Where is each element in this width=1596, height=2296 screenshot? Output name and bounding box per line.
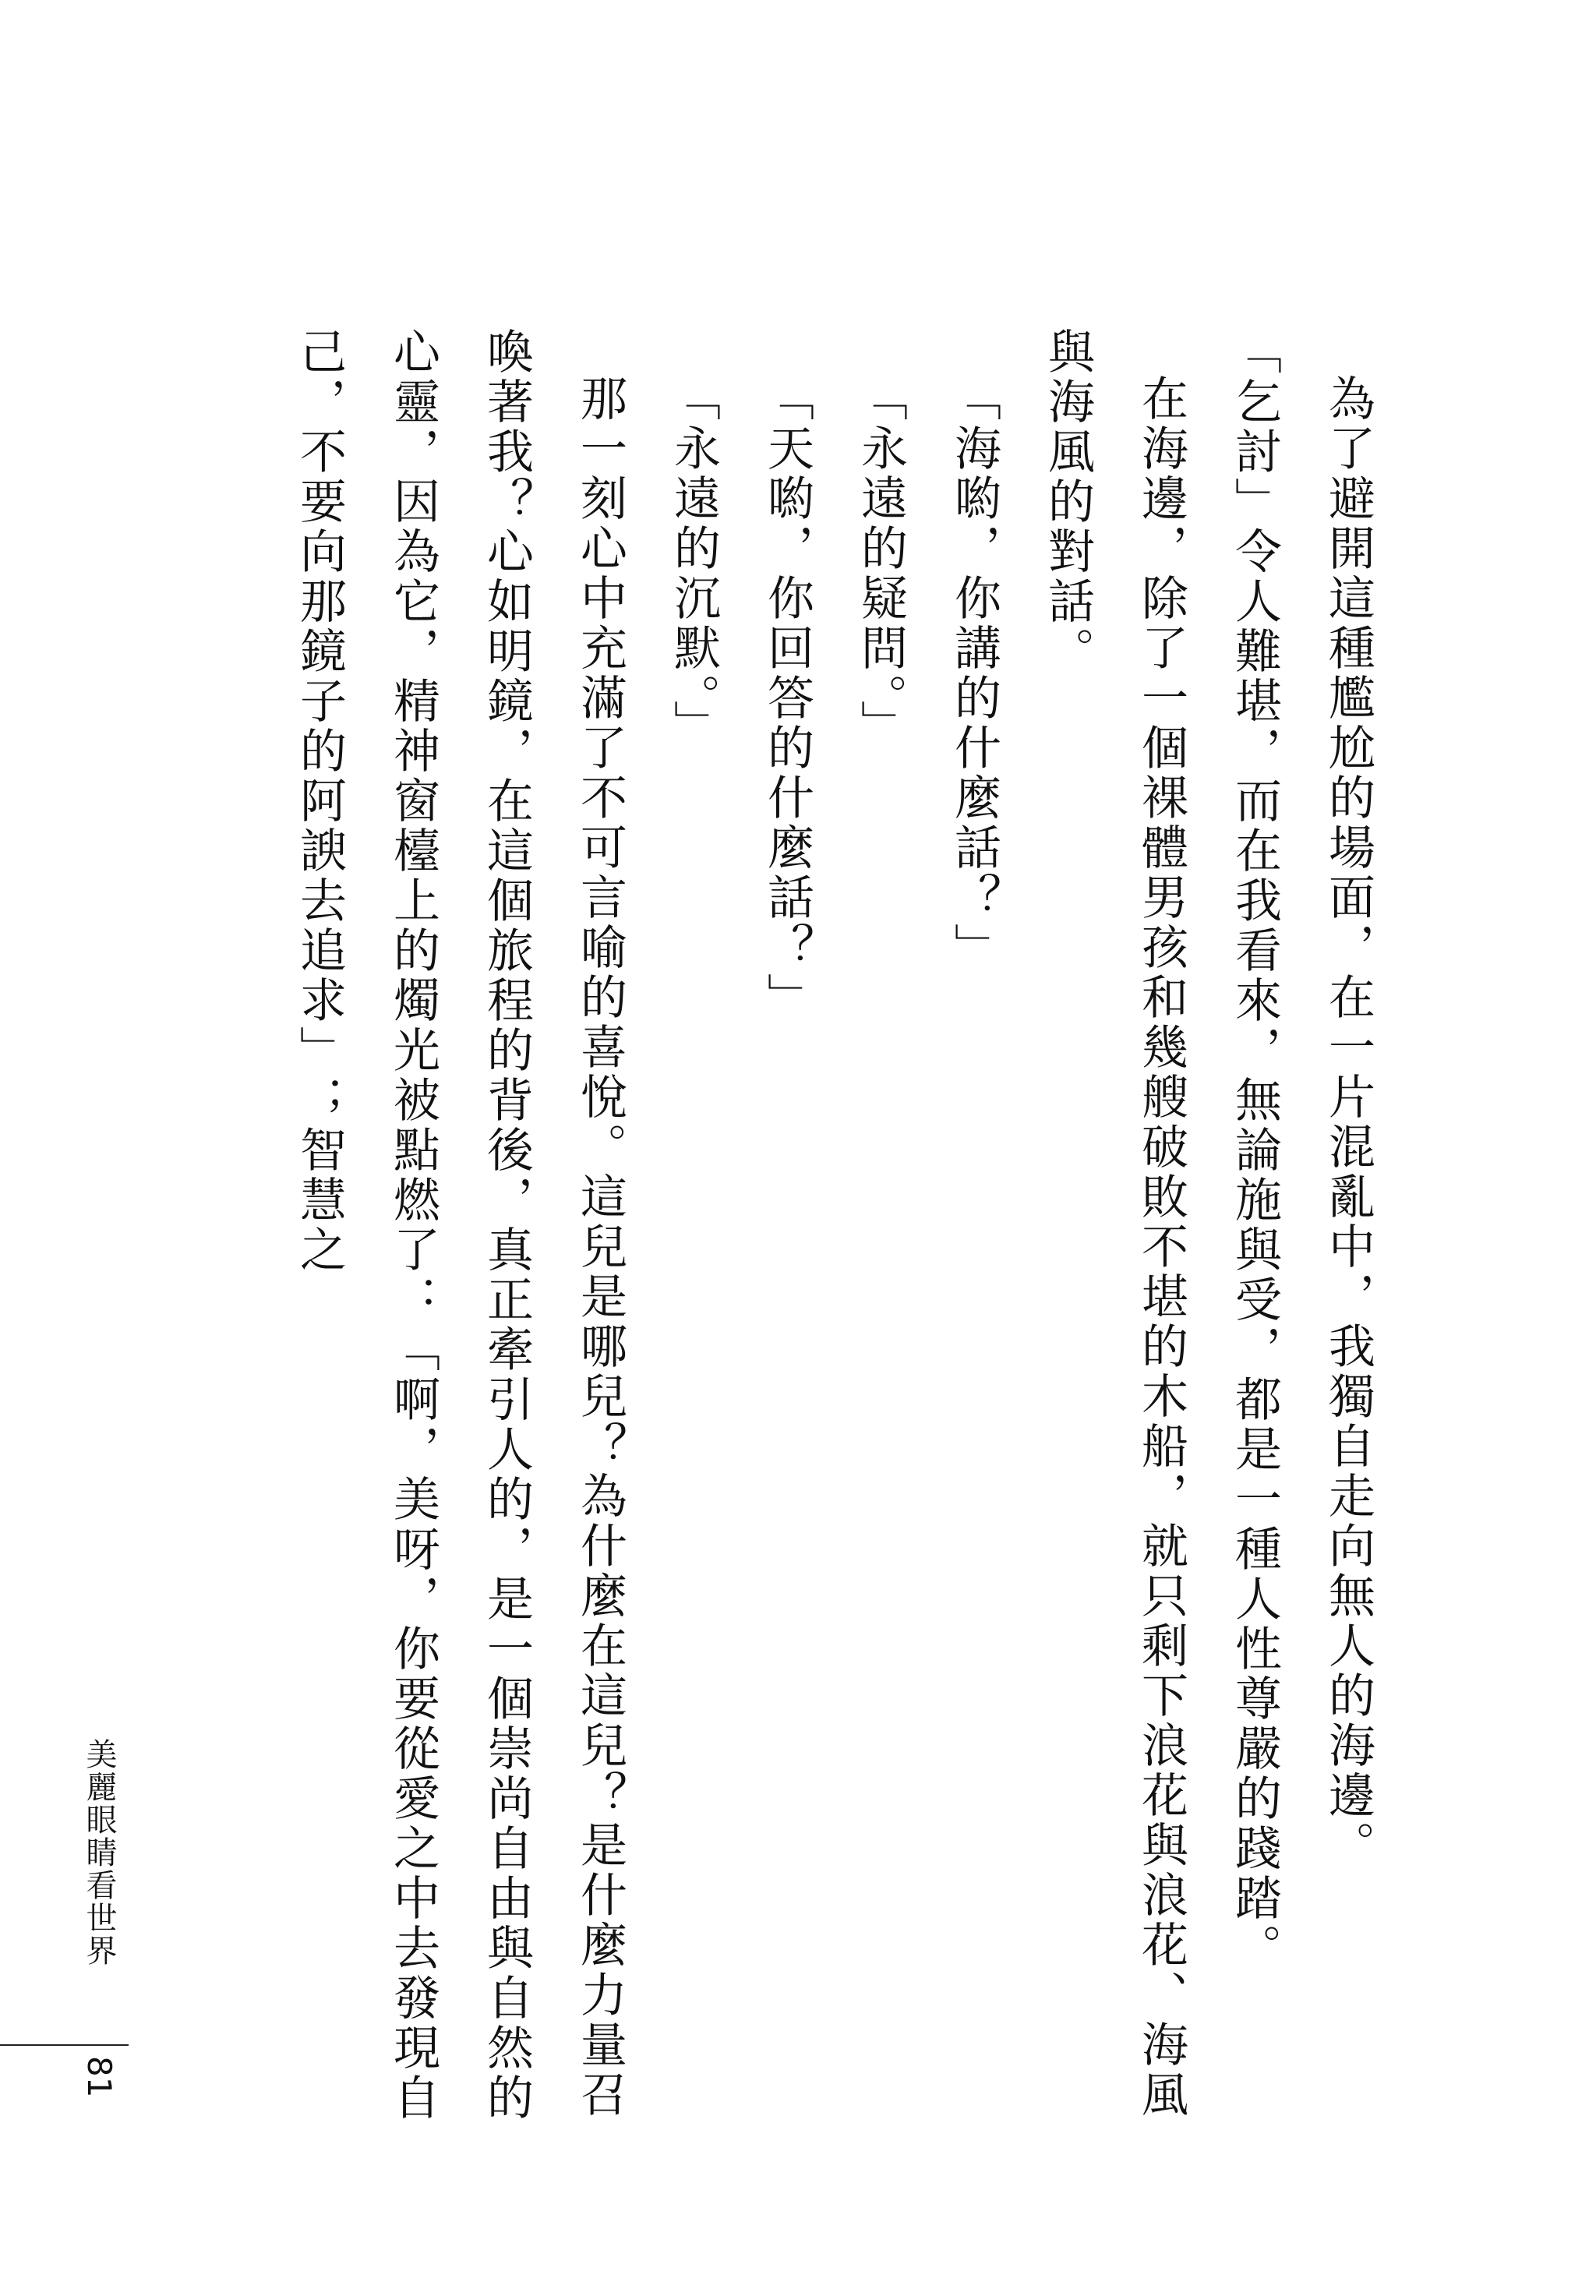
footer-divider	[0, 2044, 129, 2046]
paragraph-3: 在海邊，除了一個裸體男孩和幾艘破敗不堪的木船，就只剩下浪花與浪花、海風與海風的對話。	[1040, 327, 1188, 2120]
dialogue-2: 「永遠的疑問。」	[853, 374, 908, 750]
page-number: 81	[80, 2056, 118, 2098]
paragraph-4: 那一刻心中充滿了不可言喻的喜悅。這兒是哪兒？為什麼在這兒？是什麼力量召喚著我？心如明鏡，在這個旅程的背後，真正牽引人的，是一個崇尚自由與自然的心靈，因為它，精神窗檯上的燭光被點燃了：「啊，美呀，你要從愛之中去發現自己，不要向那鏡子的阿諛去追求」；智慧之	[292, 327, 627, 2123]
vertical-body-text	[273, 327, 1395, 2151]
running-title: 美麗眼睛看世界	[81, 1738, 117, 1967]
dialogue-4: 「永遠的沉默。」	[666, 374, 721, 750]
page-footer	[0, 1738, 140, 2143]
paragraph-2: 「乞討」令人難堪，而在我看來，無論施與受，都是一種人性尊嚴的踐踏。	[1227, 327, 1282, 1973]
dialogue-3: 「天喲，你回答的什麼話？」	[760, 374, 814, 1023]
dialogue-1: 「海喲，你講的什麼話？」	[947, 374, 1001, 973]
paragraph-1: 為了避開這種尷尬的場面，在一片混亂中，我獨自走向無人的海邊。	[1321, 374, 1375, 1870]
